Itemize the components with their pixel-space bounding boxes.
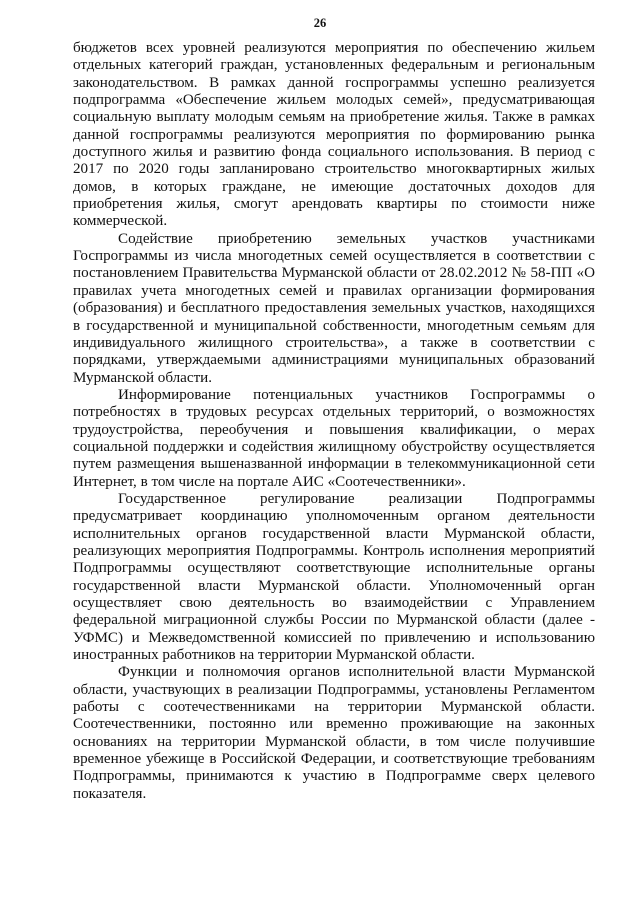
paragraph-state-regulation: Государственное регулирование реализации Подпрограммы предусматривает координацию уполномоченным органом деятельности исполнительных органов государственной власти Мурманской области, реализующих мероприятия Подпрограммы. Контроль исполнения мероприятий Подпрограммы осуществляют соответствующие исполнительные органы государственной власти Мурманской области. Уполномоченный орган осуществляет свою деятельность во взаимодействии с Управлением федеральной миграционной службы России по Мурманской области (далее - УФМС) и Межведомственной комиссией по привлечению и использованию иностранных работников на территории Мурманской области. [73,490,595,664]
paragraph-housing-support: бюджетов всех уровней реализуются мероприятия по обеспечению жильем отдельных категорий граждан, установленных федеральным и региональным законодательством. В рамках данной госпрограммы успешно реализуется подпрограмма «Обеспечение жильем молодых семей», предусматривающая социальную выплату молодым семьям на приобретение жилья. Также в рамках данной госпрограммы реализуются мероприятия по формированию рынка доступного жилья и развитию фонда социального использования. В период с 2017 по 2020 годы запланировано строительство многоквартирных жилых домов, в которых граждане, не имеющие достаточных доходов для приобретения жилья, смогут арендовать квартиры по стоимости ниже коммерческой. [73,40,595,230]
document-body [73,40,595,803]
paragraph-functions-authority: Функции и полномочия органов исполнительной власти Мурманской области, участвующих в реализации Подпрограммы, установлены Регламентом работы с соотечественниками на территории Мурманской области. Соотечественники, постоянно или временно проживающие на законных основаниях на территории Мурманской области, в том числе получившие временное убежище в Российской Федерации, и соответствующие требованиям Подпрограммы, принимаются к участию в Подпрограмме сверх целевого показателя. [73,664,595,802]
page-number: 26 [313,16,327,30]
paragraph-land-plots: Содействие приобретению земельных участков участниками Госпрограммы из числа многодетных семей осуществляется в соответствии с постановлением Правительства Мурманской области от 28.02.2012 № 58-ПП «О правилах учета многодетных семей и правилах организации формирования (образования) и бесплатного предоставления земельных участков, находящихся в государственной и муниципальной собственности, многодетным семьям для индивидуального жилищного строительства», а также в соответствии с порядками, утверждаемыми администрациями муниципальных образований Мурманской области. [73,230,595,386]
paragraph-informing: Информирование потенциальных участников Госпрограммы о потребностях в трудовых ресурсах отдельных территорий, о возможностях трудоустройства, переобучения и повышения квалификации, о мерах социальной поддержки и содействия жилищному обустройству осуществляется путем размещения вышеназванной информации в телекоммуникационной сети Интернет, в том числе на портале АИС «Соотечественники». [73,386,595,490]
